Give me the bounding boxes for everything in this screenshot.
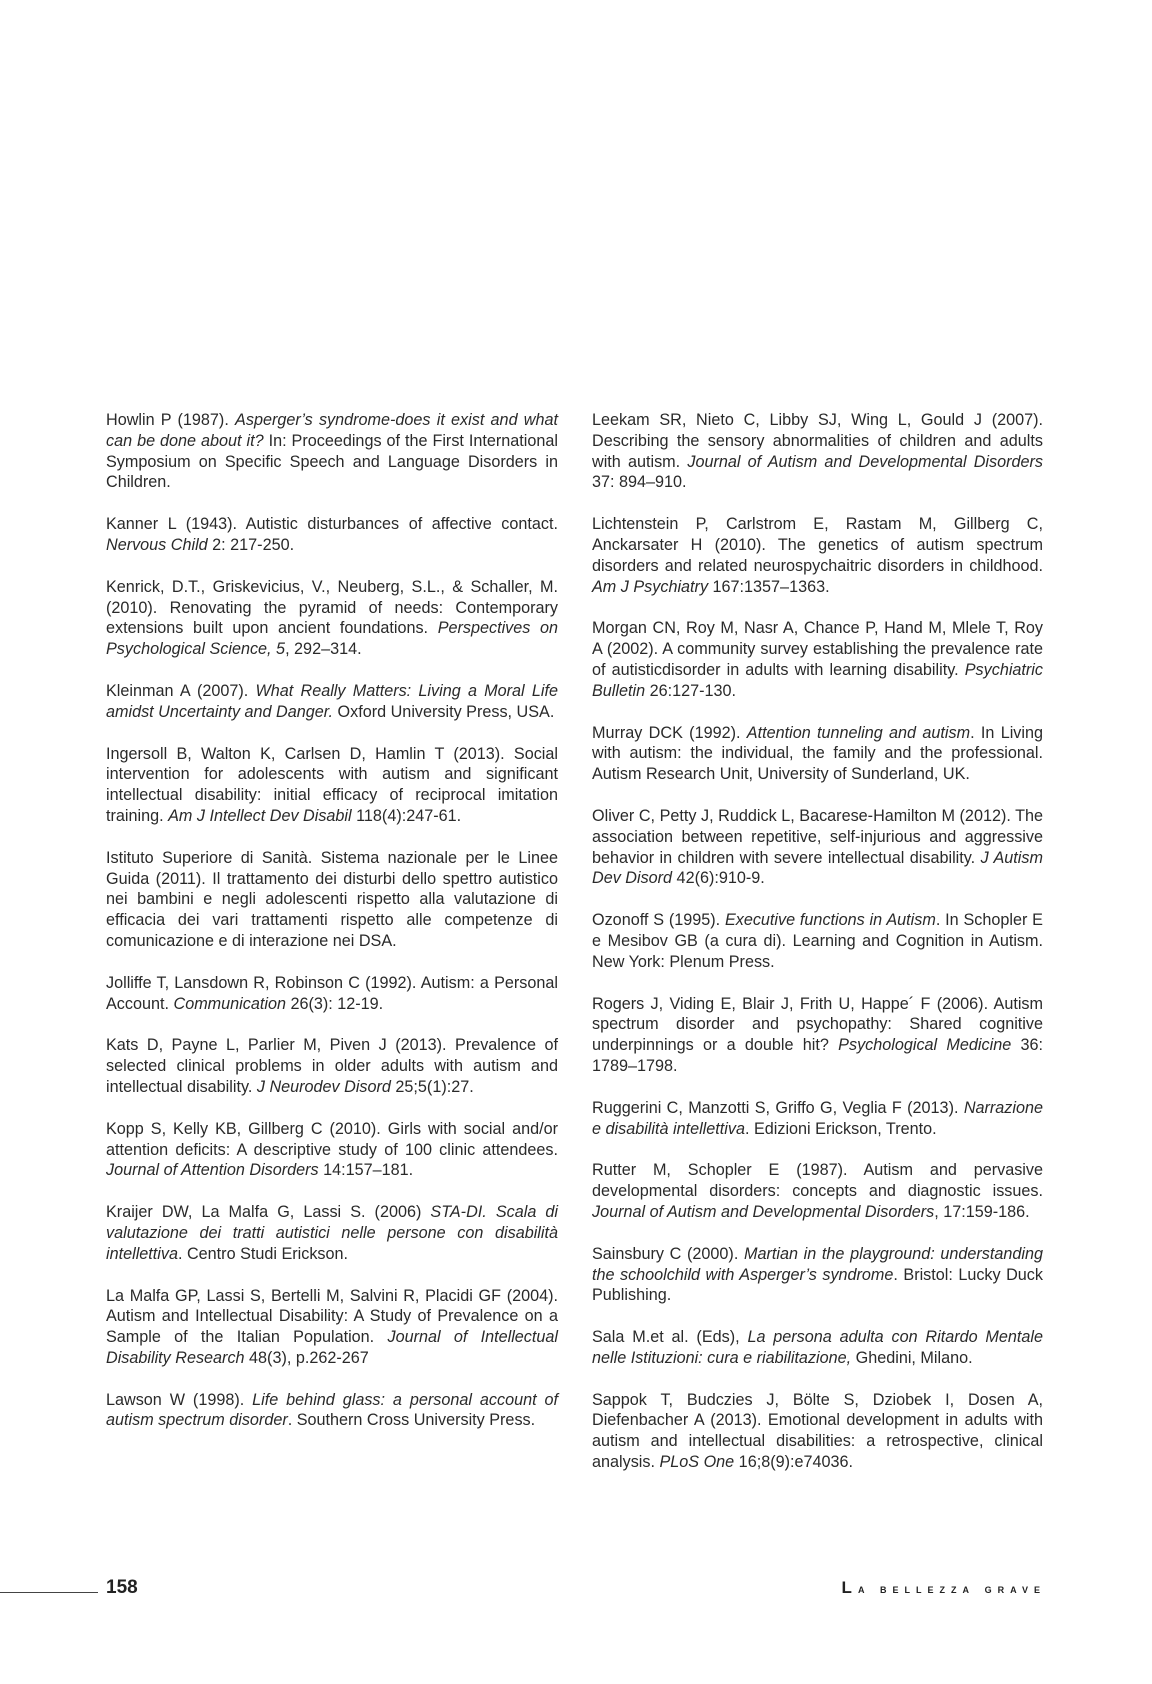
reference-text: Kraijer DW, La Malfa G, Lassi S. (2006) [106, 1203, 431, 1222]
reference-italic-text: Nervous Child [106, 535, 208, 554]
reference-italic-text: Journal of Autism and Developmental Disorders [687, 452, 1043, 471]
reference-italic-text: J Neurodev Disord [256, 1077, 391, 1096]
reference-text: 167:1357–1363. [708, 577, 830, 596]
reference-italic-text: Am J Psychiatry [592, 577, 709, 596]
reference-text: Sainsbury C (2000). [592, 1244, 744, 1263]
reference-column-left [106, 410, 558, 1452]
reference-text: Kopp S, Kelly KB, Gillberg C (2010). Girls with social and/or attention deficits: A descriptive study of 100 clinic attendees. [106, 1119, 558, 1159]
reference-italic-text: Psychiatric Bulletin [592, 660, 1043, 700]
reference-italic-text: Am J Intellect Dev Disabil [168, 806, 352, 825]
reference-text: , 292–314. [285, 640, 362, 659]
running-title-rest: a bellezza grave [857, 1581, 1046, 1596]
reference-text: Oliver C, Petty J, Ruddick L, Bacarese-Hamilton M (2012). The association between repetitive, self-injurious and aggressive behavior in children with severe intellectual disability. [592, 806, 1043, 867]
reference-text: Jolliffe T, Lansdown R, Robinson C (1992). Autism: a Personal Account. [106, 973, 558, 1013]
reference-italic-text: PLoS One [659, 1453, 735, 1472]
reference-italic-text: STA-DI. Scala di valutazione dei tratti autistici nelle persone con disabilità intellettiva [106, 1203, 558, 1263]
reference-entry [106, 681, 558, 723]
reference-text: 37: 894–910. [592, 473, 687, 492]
reference-entry [106, 1286, 558, 1369]
reference-entry [592, 723, 1043, 785]
reference-text: 26(3): 12-19. [285, 994, 384, 1013]
reference-italic-text: Attention tunneling and autism [746, 723, 971, 742]
reference-entry [592, 1160, 1043, 1222]
reference-text: 25;5(1):27. [390, 1077, 474, 1096]
reference-text: 2: 217-250. [207, 535, 295, 554]
reference-entry [592, 514, 1043, 597]
reference-entry [592, 806, 1043, 889]
reference-italic-text: Journal of Attention Disorders [106, 1161, 319, 1180]
reference-italic-text: Martian in the playground: understanding the schoolchild with Asperger’s syndrome [592, 1244, 1043, 1284]
reference-entry [592, 1098, 1043, 1140]
reference-italic-text: Perspectives on Psychological Science, 5 [106, 619, 558, 659]
reference-column-right [592, 410, 1043, 1494]
reference-text: Kenrick, D.T., Griskevicius, V., Neuberg, S.L., & Schaller, M. (2010). Renovating the pyramid of needs: Contemporary extensions built upon ancient foundations. [106, 577, 558, 638]
reference-italic-text: Journal of Autism and Developmental Disorders [592, 1202, 935, 1221]
reference-italic-text: Life behind glass: a personal account of autism spectrum disorder [106, 1390, 559, 1430]
reference-text: 26:127-130. [645, 681, 736, 700]
reference-text: , 17:159-186. [934, 1202, 1030, 1221]
reference-text: Kats D, Payne L, Parlier M, Piven J (2013). Prevalence of selected clinical problems in older adults with autism and intellectual disability. [106, 1036, 558, 1096]
reference-text: Ghedini, Milano. [851, 1348, 973, 1367]
reference-italic-text: Asperger’s syndrome-does it exist and what can be done about it? [106, 411, 558, 450]
reference-italic-text: Psychological Medicine [838, 1036, 1012, 1055]
reference-text: Rogers J, Viding E, Blair J, Frith U, Happe´ F (2006). Autism spectrum disorder and psychopathy: Shared cognitive underpinnings or a double hit? [592, 994, 1043, 1055]
reference-entry [106, 1119, 558, 1181]
footer-rule [0, 1592, 98, 1593]
reference-text: Morgan CN, Roy M, Nasr A, Chance P, Hand M, Mlele T, Roy A (2002). A community survey establishing the prevalence rate of autisticdisorder in adults with learning disability. [592, 619, 1043, 679]
reference-text: Rutter M, Schopler E (1987). Autism and pervasive developmental disorders: concepts and diagnostic issues. [592, 1161, 1043, 1201]
reference-text: Leekam SR, Nieto C, Libby SJ, Wing L, Gould J (2007). Describing the sensory abnormalities of children and adults with autism. [592, 411, 1043, 471]
reference-entry [106, 410, 558, 493]
reference-text: 14:157–181. [318, 1161, 414, 1180]
reference-italic-text: Narrazione e disabilità intellettiva [592, 1098, 1043, 1138]
reference-italic-text: What Really Matters: Living a Moral Life amidst Uncertainty and Danger. [106, 681, 558, 721]
reference-entry [592, 1390, 1043, 1473]
page-number: 158 [106, 1577, 138, 1598]
reference-text: Istituto Superiore di Sanità. Sistema nazionale per le Linee Guida (2011). Il trattamento dei disturbi dello spettro autistico nei bambini e negli adolescenti rispetto alla valutazione di efficacia dei vari trattamenti rispetto alle competenze di comunicazione e di interazione nei DSA. [106, 848, 558, 950]
reference-entry [592, 1244, 1043, 1306]
reference-text: Murray DCK (1992). [592, 723, 747, 742]
reference-text: In: Proceedings of the First International Symposium on Specific Speech and Language Disorders in Children. [106, 431, 558, 492]
reference-text: . Bristol: Lucky Duck Publishing. [592, 1265, 1043, 1305]
reference-entry [106, 744, 558, 827]
reference-text: Lawson W (1998). [106, 1390, 253, 1409]
reference-entry [592, 910, 1043, 972]
reference-italic-text: Journal of Intellectual Disability Research [106, 1328, 558, 1367]
reference-text: . Southern Cross University Press. [287, 1411, 536, 1430]
reference-entry [106, 1390, 558, 1432]
reference-text: Howlin P (1987). [106, 411, 236, 429]
reference-text: Kleinman A (2007). [106, 681, 256, 700]
reference-text: Ingersoll B, Walton K, Carlsen D, Hamlin T (2013). Social intervention for adolescents with autism and significant intellectual disability: initial efficacy of reciprocal imitation training. [106, 744, 558, 825]
running-title-initial: L [841, 1578, 858, 1597]
reference-text: Kanner L (1943). Autistic disturbances of affective contact. [106, 515, 558, 534]
reference-text: Sappok T, Budczies J, Bölte S, Dziobek I, Dosen A, Diefenbacher A (2013). Emotional development in adults with autism and intellectual disabilities: a retrospective, clinical analysis. [592, 1390, 1043, 1472]
reference-text: 16;8(9):e74036. [734, 1453, 853, 1472]
reference-text: Ruggerini C, Manzotti S, Griffo G, Veglia F (2013). [592, 1098, 964, 1117]
reference-text: Ozonoff S (1995). [592, 911, 725, 930]
reference-entry [106, 973, 558, 1015]
reference-text: 36: 1789–1798. [592, 1036, 1043, 1075]
reference-text: Sala M.et al. (Eds), [592, 1328, 748, 1347]
reference-italic-text: Executive functions in Autism [724, 911, 936, 930]
reference-italic-text: La persona adulta con Ritardo Mentale nelle Istituzioni: cura e riabilitazione, [592, 1328, 1044, 1367]
reference-entry [106, 577, 558, 660]
reference-entry [592, 410, 1043, 493]
reference-entry [592, 618, 1043, 701]
reference-entry [592, 994, 1043, 1077]
reference-text: 42(6):910-9. [672, 869, 765, 888]
reference-text: La Malfa GP, Lassi S, Bertelli M, Salvini R, Placidi GF (2004). Autism and Intellectual Disability: A Study of Prevalence on a Sample of the Italian Population. [106, 1286, 558, 1347]
reference-entry [106, 514, 558, 556]
reference-entry [592, 1327, 1043, 1369]
reference-italic-text: J Autism Dev Disord [592, 848, 1043, 888]
reference-text: Lichtenstein P, Carlstrom E, Rastam M, Gillberg C, Anckarsater H (2010). The genetics of autism spectrum disorders and related neurospychaitric disorders in childhood. [592, 515, 1043, 575]
running-title [842, 1578, 1046, 1598]
reference-text: . Edizioni Erickson, Trento. [744, 1119, 937, 1138]
reference-text: . In Schopler E e Mesibov GB (a cura di). Learning and Cognition in Autism. New York: Plenum Press. [592, 911, 1043, 971]
reference-entry [106, 1035, 558, 1097]
reference-italic-text: Communication [173, 994, 286, 1013]
reference-text: . In Living with autism: the individual, the family and the professional. Autism Research Unit, University of Sunderland, UK. [592, 723, 1043, 784]
reference-text: 118(4):247-61. [351, 806, 462, 825]
reference-text: 48(3), p.262-267 [244, 1348, 369, 1367]
reference-entry [106, 1202, 558, 1264]
reference-text: . Centro Studi Erickson. [177, 1244, 349, 1263]
reference-entry [106, 848, 558, 952]
reference-text: Oxford University Press, USA. [333, 702, 555, 721]
